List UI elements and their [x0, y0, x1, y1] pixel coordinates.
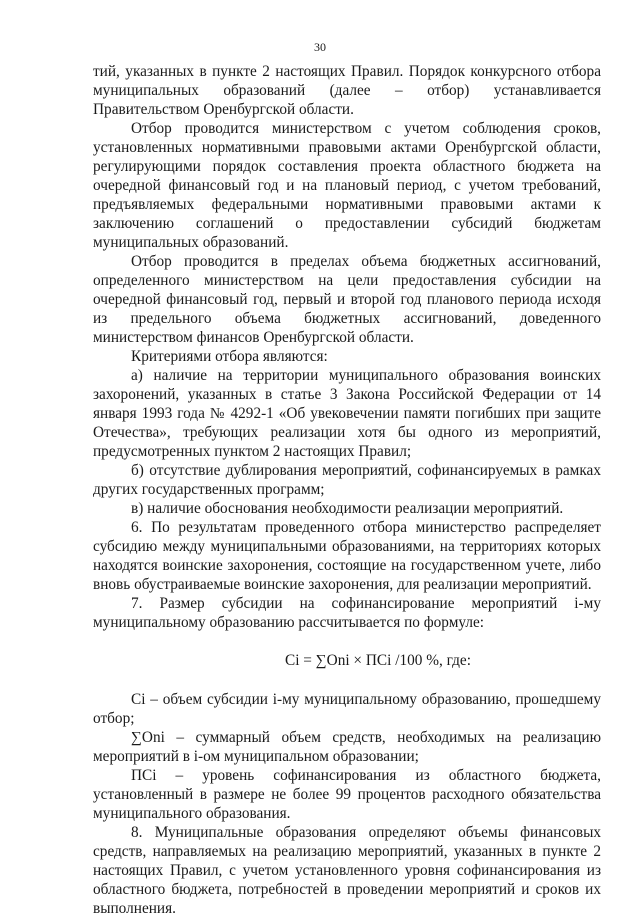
- paragraph-continuation: тий, указанных в пункте 2 настоящих Правил. Порядок конкурсного отбора муниципальных образований (далее – отбор) устанавливается Правительством Оренбургской области.: [93, 63, 601, 118]
- paragraph-item-8: 8. Муниципальные образования определяют объемы финансовых средств, направляемых на реализацию мероприятий, указанных в пункте 2 настоящих Правил, с учетом установленного уровня софинансирования из областного бюджета, потребностей в проведении мероприятий и сроков их выполнения.: [93, 824, 601, 917]
- criterion-a: а) наличие на территории муниципального образования воинских захоронений, указанных в статье 3 Закона Российской Федерации от 14 января 1993 года № 4292-1 «Об увековечении памяти погибших при защите Отечества», требующих реализации хотя бы одного из мероприятий, предусмотренных пунктом 2 настоящих Правил;: [93, 367, 601, 460]
- paragraph-item-6: 6. По результатам проведенного отбора министерство распределяет субсидию между муниципальными образованиями, на территориях которых находятся воинские захоронения, состоящие на государственном учете, либо вновь обустраиваемые воинские захоронения, для реализации мероприятий.: [93, 519, 601, 593]
- document-body: [93, 62, 601, 918]
- page-number: 30: [314, 40, 326, 54]
- criterion-c: в) наличие обоснования необходимости реализации мероприятий.: [131, 500, 564, 517]
- definition-sum-oni: ∑Oni – суммарный объем средств, необходимых на реализацию мероприятий в i-ом муниципальном образовании;: [93, 729, 601, 765]
- criterion-b: б) отсутствие дублирования мероприятий, софинансируемых в рамках других государственных программ;: [93, 462, 601, 498]
- paragraph-item-7: 7. Размер субсидии на софинансирование мероприятий i-му муниципальному образованию рассчитывается по формуле:: [93, 595, 601, 631]
- definition-psi: ПСi – уровень софинансирования из областного бюджета, установленный в размере не более 99 процентов расходного обязательства муниципального образования.: [93, 767, 601, 822]
- paragraph-criteria-heading: Критериями отбора являются:: [131, 348, 328, 365]
- paragraph-selection-limits: Отбор проводится в пределах объема бюджетных ассигнований, определенного министерством на цели предоставления субсидии на очередной финансовый год, первый и второй год планового периода исходя из предельного объема бюджетных ассигнований, доведенного министерством финансов Оренбургской области.: [93, 253, 601, 346]
- definition-ci: Ci – объем субсидии i-му муниципальному образованию, прошедшему отбор;: [93, 691, 601, 727]
- subsidy-formula: Ci = ∑Oni × ПСi /100 %, где:: [285, 652, 471, 669]
- paragraph-selection-timing: Отбор проводится министерством с учетом соблюдения сроков, установленных нормативными правовыми актами Оренбургской области, регулирующими порядок составления проекта областного бюджета на очередной финансовый год и на плановый период, с учетом требований, предъявляемых федеральными нормативными правовыми актами к заключению соглашений о предоставлении субсидий бюджетам муниципальных образований.: [93, 120, 601, 251]
